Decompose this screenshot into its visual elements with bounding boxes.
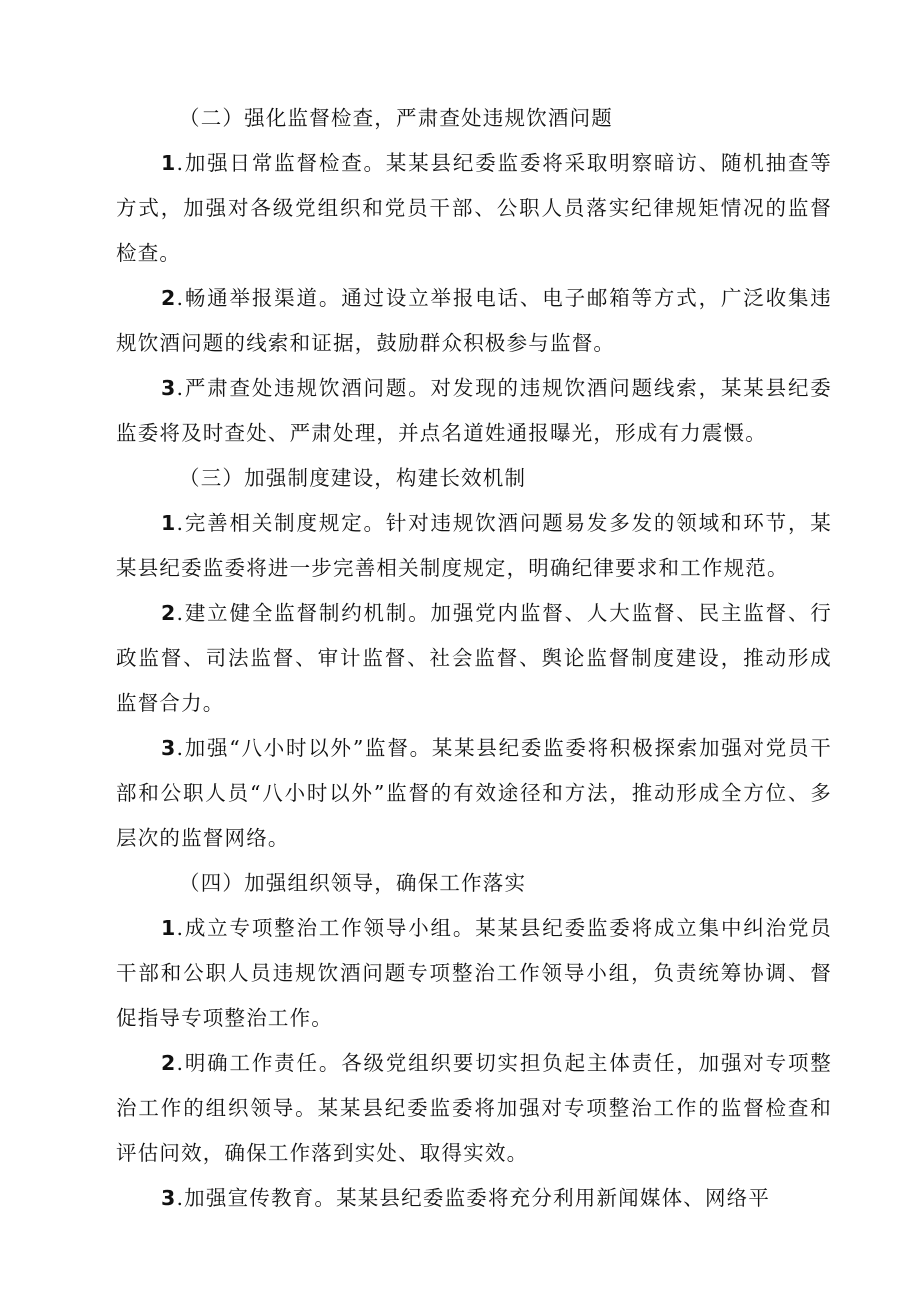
item-number: 3 [161,1186,177,1210]
item-number: 1 [161,916,177,940]
section-heading-4: （四）加强组织领导，确保工作落实 [179,871,527,895]
paragraph-3-3 [116,726,832,861]
item-number: 1 [161,511,177,535]
item-number: 3 [161,736,177,760]
item-number: 2 [161,1051,177,1075]
item-text: .严肃查处违规饮酒问题。对发现的违规饮酒问题线索，某某县纪委监委将及时查处、严肃处理，并点名道姓通报曝光，形成有力震慑。 [116,376,832,445]
item-text: .加强宣传教育。某某县纪委监委将充分利用新闻媒体、网络平 [176,1186,771,1210]
paragraph-2-2 [116,276,832,366]
item-text: .加强“八小时以外”监督。某某县纪委监委将积极探索加强对党员干部和公职人员“八小时以外”监督的有效途径和方法，推动形成全方位、多层次的监督网络。 [116,736,832,850]
item-number: 2 [161,601,177,625]
paragraph-4-2 [116,1041,832,1176]
item-text: .畅通举报渠道。通过设立举报电话、电子邮箱等方式，广泛收集违规饮酒问题的线索和证据，鼓励群众积极参与监督。 [116,286,832,355]
item-text: .加强日常监督检查。某某县纪委监委将采取明察暗访、随机抽查等方式，加强对各级党组织和党员干部、公职人员落实纪律规矩情况的监督检查。 [116,151,832,265]
paragraph-2-3 [116,366,832,456]
item-text: .建立健全监督制约机制。加强党内监督、人大监督、民主监督、行政监督、司法监督、审计监督、社会监督、舆论监督制度建设，推动形成监督合力。 [116,601,832,715]
paragraph-4-3 [116,1176,832,1221]
paragraph-3-2 [116,591,832,726]
paragraph-2-1 [116,141,832,276]
item-number: 1 [161,151,177,175]
section-heading-2: （二）强化监督检查，严肃查处违规饮酒问题 [179,106,613,130]
item-text: .完善相关制度规定。针对违规饮酒问题易发多发的领域和环节，某某县纪委监委将进一步完善相关制度规定，明确纪律要求和工作规范。 [116,511,832,580]
section-heading-3: （三）加强制度建设，构建长效机制 [179,466,527,490]
paragraph-3-1 [116,501,832,591]
item-text: .明确工作责任。各级党组织要切实担负起主体责任，加强对专项整治工作的组织领导。某某县纪委监委将加强对专项整治工作的监督检查和评估问效，确保工作落到实处、取得实效。 [116,1051,832,1165]
item-number: 3 [161,376,177,400]
item-text: .成立专项整治工作领导小组。某某县纪委监委将成立集中纠治党员干部和公职人员违规饮酒问题专项整治工作领导小组，负责统筹协调、督促指导专项整治工作。 [116,916,832,1030]
item-number: 2 [161,286,177,310]
paragraph-4-1 [116,906,832,1041]
document-body [116,96,832,1221]
